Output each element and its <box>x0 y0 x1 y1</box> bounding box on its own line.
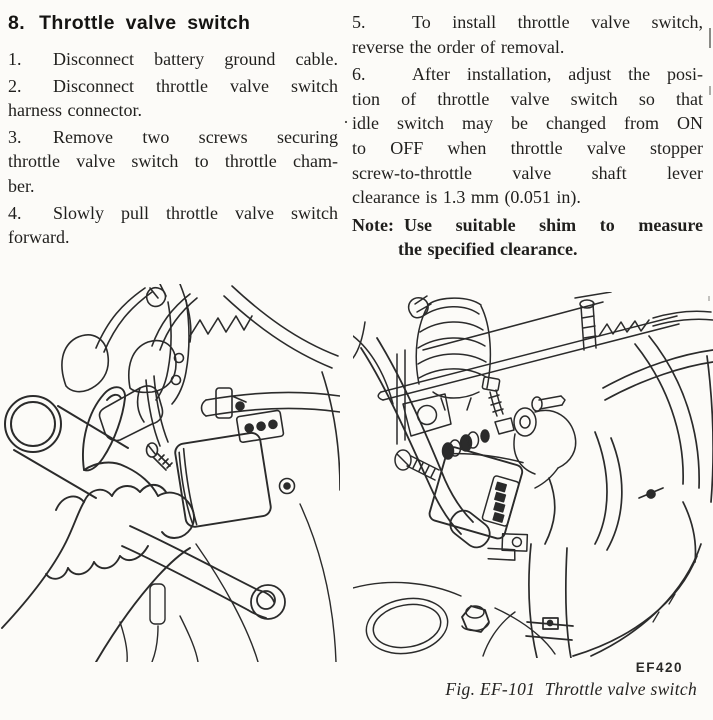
section-title: Throttle valve switch <box>39 12 251 34</box>
step-5 <box>352 10 703 59</box>
step-6-text: to OFF when throttle valve stopper <box>352 137 703 158</box>
step-6-text: clearance is 1.3 mm (0.051 in). <box>352 187 581 208</box>
step-3-text: Remove two screws securing <box>53 126 338 147</box>
left-column <box>8 10 338 252</box>
step-1-number: 1. <box>8 49 22 69</box>
step-4-text: forward. <box>8 227 70 248</box>
step-3-text: throttle valve switch to throttle cham- <box>8 151 338 172</box>
step-6-text: After installation, adjust the posi- <box>412 64 703 85</box>
step-6-text: tion of throttle valve switch so that <box>352 88 703 109</box>
step-3-text: ber. <box>8 175 35 196</box>
section-heading <box>8 12 338 35</box>
step-2-text: harness connector. <box>8 100 142 121</box>
step-3 <box>8 125 338 199</box>
step-2 <box>8 74 338 123</box>
step-6-number: 6. <box>352 64 366 85</box>
note-label: Note: <box>352 214 394 235</box>
note <box>352 213 703 262</box>
right-column <box>352 10 703 265</box>
port-and-nut <box>353 582 555 658</box>
step-5-text: reverse the order of removal. <box>352 36 565 57</box>
engine-outline <box>353 296 431 404</box>
step-5-number: 5. <box>352 12 366 32</box>
step-5-text: To install throttle valve switch, <box>412 12 703 32</box>
switch-grommet <box>280 479 295 494</box>
switch-installed-drawing <box>353 292 713 658</box>
figure-code: EF420 <box>635 660 683 675</box>
note-text: the specified clearance. <box>398 239 578 260</box>
step-6-text: idle switch may be changed from ON <box>352 113 703 134</box>
scan-edge-mark <box>709 86 711 95</box>
step-2-number: 2. <box>8 75 22 96</box>
lower-hose <box>122 526 285 662</box>
adjusting-screw <box>482 377 565 434</box>
figure-left-hand-pulling-switch <box>0 284 340 662</box>
throttle-valve-switch-box <box>171 410 296 528</box>
step-4-number: 4. <box>8 202 22 223</box>
step-4 <box>8 201 338 250</box>
bracket-and-spring <box>146 284 252 446</box>
switch-screw <box>147 443 173 470</box>
stud-and-spring <box>575 292 713 350</box>
hoses-right <box>202 286 341 490</box>
bellows-boot <box>416 298 490 410</box>
step-2-text: Disconnect throttle valve switch <box>53 75 338 96</box>
step-6-text: screw-to-throttle valve shaft lever <box>352 162 703 183</box>
step-4-text: Slowly pull throttle valve switch <box>53 202 338 223</box>
note-text: Use suitable shim to measure <box>403 214 703 235</box>
right-hoses <box>526 336 713 658</box>
scan-edge-mark <box>709 28 711 48</box>
step-1-text: Disconnect battery ground cable. <box>53 49 338 69</box>
figure-right-switch-installed <box>353 292 713 658</box>
throttle-chamber-boss <box>514 408 576 488</box>
step-3-number: 3. <box>8 126 22 147</box>
step-1 <box>8 47 338 72</box>
section-number: 8. <box>8 12 26 34</box>
step-6 <box>352 62 703 210</box>
hand-pulling-switch-drawing <box>0 284 340 662</box>
figure-caption: Fig. EF-101 Throttle valve switch <box>445 679 697 699</box>
scan-speck: · <box>343 112 349 132</box>
